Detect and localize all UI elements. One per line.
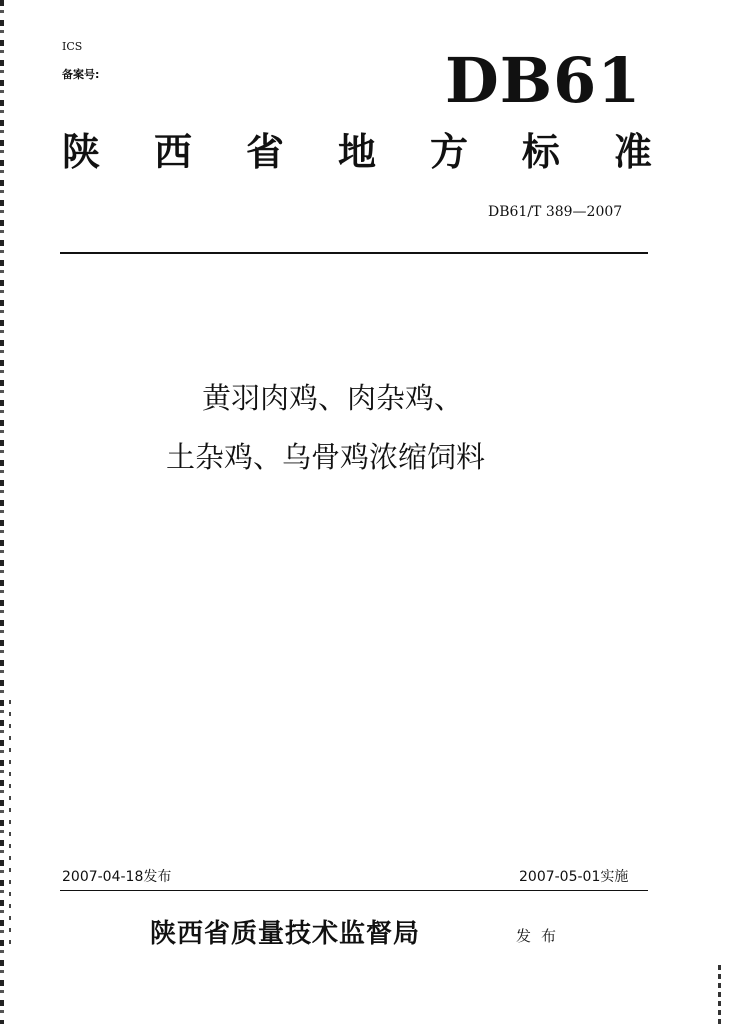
standard-type-heading — [62, 124, 652, 180]
ics-label: ICS — [62, 40, 83, 53]
standard-type-char: 准 — [613, 129, 652, 174]
standard-type-char: 陕 — [62, 129, 101, 174]
standard-type-char: 标 — [521, 129, 560, 174]
header-divider — [60, 252, 648, 254]
standard-type-char: 西 — [153, 129, 192, 174]
footer-divider — [60, 890, 648, 891]
implementation-date: 2007-05-01实施 — [519, 869, 629, 885]
publish-action: 发布 — [516, 927, 567, 945]
db-code: DB61 — [445, 44, 642, 117]
scan-edge-mark — [9, 700, 11, 950]
beian-label: 备案号: — [62, 68, 100, 81]
issue-date: 2007-04-18发布 — [62, 869, 172, 885]
scan-edge-right — [718, 965, 721, 1024]
scan-edge-left — [0, 0, 4, 1024]
document-title-line-1: 黄羽肉鸡、肉杂鸡、 — [202, 381, 464, 415]
standard-number: DB61/T 389—2007 — [488, 204, 623, 220]
publisher-name: 陕西省质量技术监督局 — [150, 919, 421, 949]
standard-type-char: 方 — [429, 129, 468, 174]
standard-type-char: 省 — [245, 129, 284, 174]
document-title-line-2: 土杂鸡、乌骨鸡浓缩饲料 — [166, 440, 486, 474]
standard-type-char: 地 — [337, 129, 376, 174]
